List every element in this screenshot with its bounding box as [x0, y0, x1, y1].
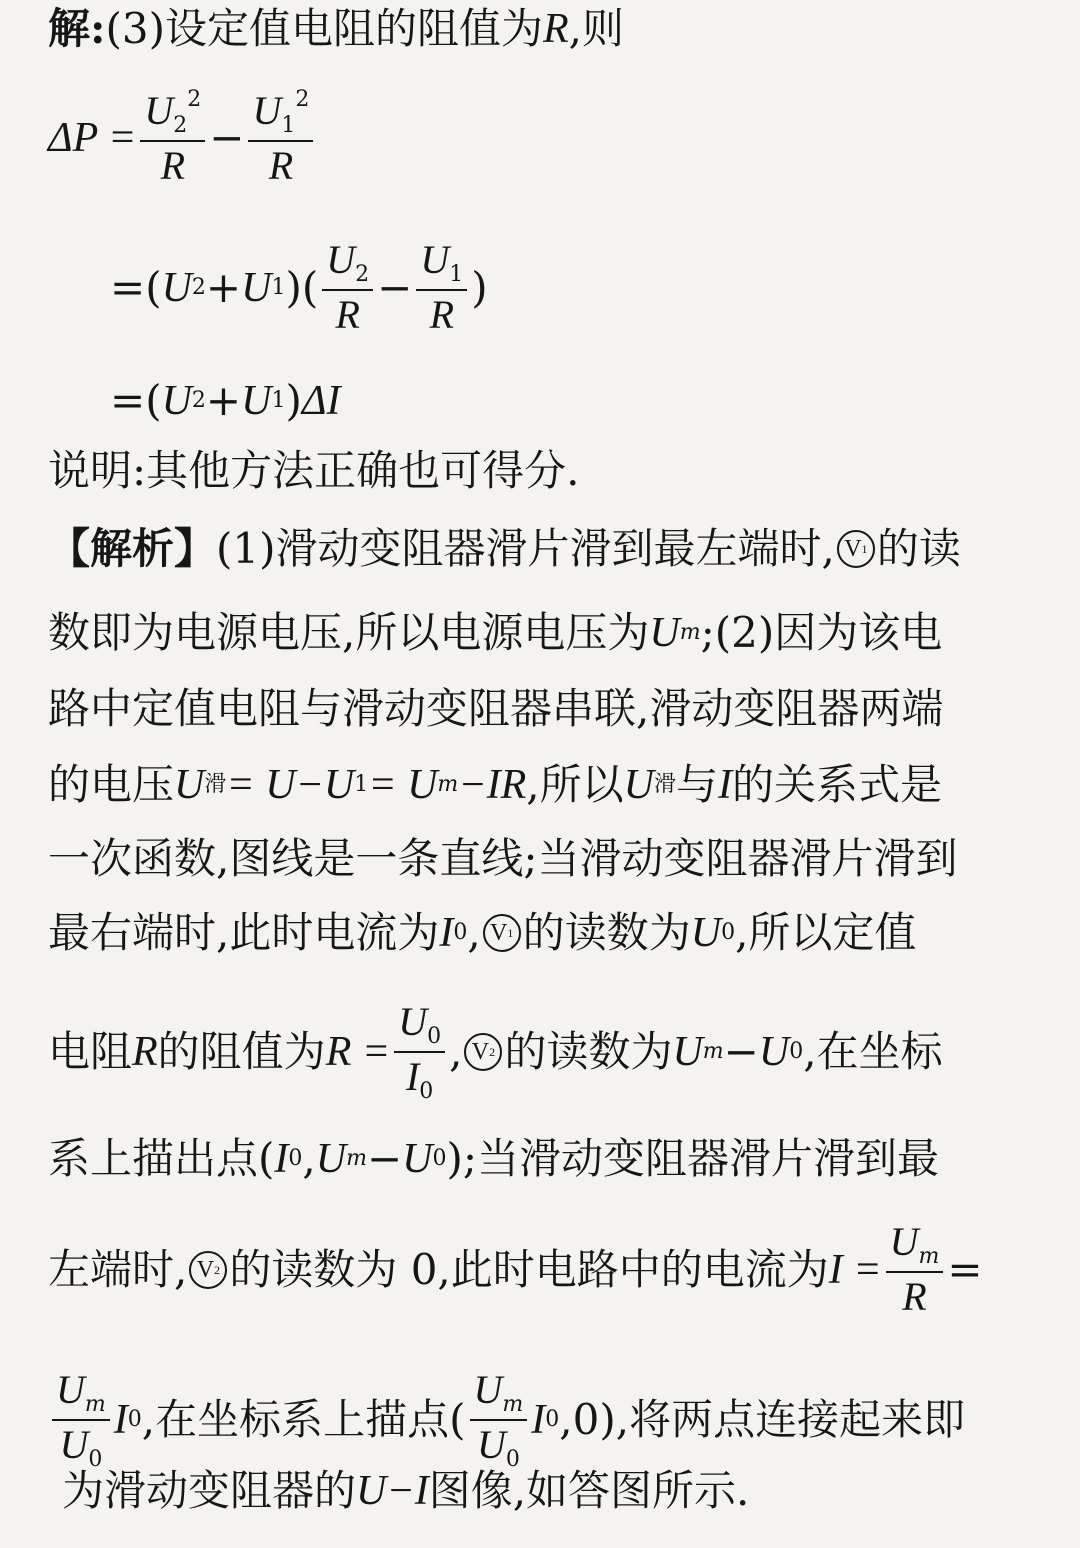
eq2-u1: U — [241, 264, 272, 311]
eq1-num2-sub: 1 — [281, 113, 296, 138]
eq1-num1-sub: 2 — [173, 113, 188, 138]
analysis-line-6 — [48, 908, 917, 957]
eq1-num2-sup: 2 — [295, 87, 310, 112]
analysis-l6-b: , — [467, 908, 481, 957]
var-i: I — [718, 762, 733, 808]
var-um: U — [649, 610, 680, 656]
analysis-l9-i: I = — [828, 1246, 882, 1293]
analysis-l9-a: 左端时, — [48, 1244, 188, 1294]
eq2-fden1: R — [335, 292, 360, 338]
analysis-l4-eq-sub: 1 — [354, 772, 369, 797]
eq3-u2-sub: 2 — [191, 388, 206, 413]
eq2-plus: + — [205, 262, 242, 312]
analysis-l10-b: ,0),将两点连接起来即 — [559, 1395, 966, 1445]
var-um-sub: m — [679, 620, 701, 645]
eq1-fraction-2 — [248, 88, 313, 188]
analysis-line-8: 系上描出点( I 0 , U m − U 0 );当滑动变阻器滑片滑到最 — [48, 1134, 940, 1183]
var-u0-sub: 0 — [721, 920, 736, 945]
eq3-prefix: =( — [110, 376, 162, 425]
eq1-num1-sup: 2 — [187, 87, 202, 112]
analysis-line-10: $\frac{U_m}{U_0}$ I 0 ,在坐标系上描点( $\frac{U_m}{U_0}$ I 0 ,0),将两点连接起来即 — [48, 1368, 965, 1472]
analysis-l4-eq3: −IR — [458, 762, 527, 808]
header-text-end: ,则 — [568, 4, 625, 53]
analysis-line-4 — [48, 760, 943, 809]
voltmeter-v2-icon: V 2 — [464, 1033, 502, 1071]
analysis-l7-req: R = — [325, 1029, 391, 1076]
analysis-l4-c: 与 — [676, 760, 719, 809]
eq2-close: ) — [471, 262, 488, 312]
header-text: (3)设定值电阻的阻值为 — [105, 4, 544, 53]
var-u0: U — [690, 910, 722, 956]
var-r: R — [543, 6, 569, 52]
analysis-line-7: 电阻 R 的阻值为 R = $\frac{U_0}{I_0}$ , V 2 的读数为 U m − U 0 ,在坐标 — [48, 999, 943, 1105]
analysis-l2-a: 数即为电源电压,所以电源电压为 — [48, 608, 650, 657]
equation-step-3 — [110, 376, 341, 425]
analysis-l4-eq2-sub: m — [437, 772, 459, 797]
eq3-delta: ΔI — [301, 378, 341, 424]
analysis-l6-d: ,所以定值 — [735, 908, 917, 957]
eq2-u1-sub: 1 — [271, 274, 286, 300]
analysis-l6-c: 的读数为 — [522, 908, 691, 957]
analysis-l7-c: 的读数为 — [504, 1027, 673, 1077]
eq1-lhs: ΔP = — [48, 115, 137, 162]
analysis-l7-a: 电阻 — [48, 1027, 133, 1077]
eq2-fraction-1 — [322, 238, 373, 337]
eq2-u2-sub: 2 — [191, 274, 206, 300]
eq2-mid: )( — [285, 262, 319, 312]
solution-header — [48, 4, 625, 53]
voltmeter-v1-icon: V 1 — [837, 530, 875, 568]
fraction-um-over-u0: $\frac{U_m}{U_0}$ — [52, 1368, 110, 1472]
analysis-l1-b: 的读 — [876, 524, 961, 573]
var-u-hua: U — [174, 762, 205, 808]
analysis-line-11 — [62, 1466, 750, 1515]
eq1-num1: U — [144, 88, 174, 133]
eq1-num2: U — [252, 88, 282, 133]
eq1-fraction-1 — [140, 88, 205, 188]
analysis-line-3: 路中定值电阻与滑动变阻器串联,滑动变阻器两端 — [48, 684, 944, 733]
analysis-l7-b: 的阻值为 — [157, 1027, 326, 1077]
var-u-hua-2: U — [623, 762, 654, 808]
eq1-den2: R — [268, 143, 294, 189]
eq2-u2: U — [161, 264, 192, 311]
analysis-l4-eq: = U−U — [226, 762, 355, 808]
analysis-l11-b: 图像,如答图所示. — [428, 1466, 750, 1515]
analysis-l8-a: 系上描出点( — [48, 1134, 275, 1183]
eq1-den1: R — [160, 143, 186, 189]
eq2-fnum2-sub: 1 — [449, 262, 464, 287]
var-r-2: R — [132, 1029, 158, 1076]
analysis-l11-a: 为滑动变阻器的 — [62, 1466, 357, 1515]
eq2-minus: − — [377, 262, 413, 312]
eq3-u1: U — [241, 378, 272, 424]
var-i0-sub: 0 — [453, 920, 468, 945]
analysis-line-1 — [48, 524, 961, 573]
analysis-l6-a: 最右端时,此时电流为 — [48, 908, 440, 957]
solution-label: 解: — [48, 4, 106, 53]
eq3-close: ) — [285, 376, 302, 425]
analysis-line-9 — [48, 1220, 983, 1319]
note-line: 说明:其他方法正确也可得分. — [48, 446, 580, 495]
analysis-l4-a: 的电压 — [48, 760, 175, 809]
voltmeter-v1-icon-2: V 1 — [483, 914, 521, 952]
voltmeter-v2-icon-2: V 2 — [189, 1251, 227, 1289]
fraction-um-over-u0-2: $\frac{U_m}{U_0}$ — [470, 1368, 528, 1472]
eq2-fraction-2 — [416, 238, 467, 337]
eq2-fnum2: U — [420, 237, 450, 282]
fraction-u0-over-i0: $\frac{U_0}{I_0}$ — [394, 1000, 445, 1104]
equation-delta-p — [48, 88, 317, 188]
eq2-fnum1-sub: 2 — [355, 262, 370, 287]
analysis-line-5: 一次函数,图线是一条直线;当滑动变阻器滑片滑到 — [48, 834, 958, 883]
analysis-l2-b: ;(2)因为该电 — [700, 608, 943, 657]
eq3-u2: U — [161, 378, 192, 424]
equation-step-2 — [110, 238, 488, 337]
var-i0: I — [439, 910, 454, 956]
eq3-u1-sub: 1 — [271, 388, 286, 413]
analysis-l4-eq2: = U — [368, 762, 438, 808]
analysis-l4-b: ,所以 — [526, 760, 624, 809]
analysis-label: 【解析】 — [48, 524, 217, 573]
eq2-fnum1: U — [326, 237, 356, 282]
analysis-l10-a: ,在坐标系上描点( — [141, 1395, 466, 1445]
eq2-prefix: =( — [110, 262, 162, 312]
analysis-l4-d: 的关系式是 — [732, 760, 943, 809]
analysis-line-2 — [48, 608, 943, 657]
analysis-l11-ui: U−I — [356, 1468, 429, 1514]
analysis-l9-b: 的读数为 0,此时电路中的电流为 — [229, 1244, 829, 1294]
analysis-l1-a: (1)滑动变阻器滑片滑到最左端时, — [216, 524, 835, 573]
var-u-hua-sub: 滑 — [204, 772, 227, 797]
eq3-plus: + — [205, 376, 242, 425]
analysis-l7-d: ,在坐标 — [803, 1027, 943, 1077]
analysis-l9-eq: = — [947, 1244, 983, 1294]
fraction-um-over-r: $\frac{U_m}{R}$ — [886, 1220, 944, 1319]
eq1-minus: − — [209, 113, 245, 163]
var-u-hua-2-sub: 滑 — [653, 772, 676, 797]
eq2-fden2: R — [429, 292, 454, 338]
analysis-l8-b: );当滑动变阻器滑片滑到最 — [446, 1134, 940, 1183]
